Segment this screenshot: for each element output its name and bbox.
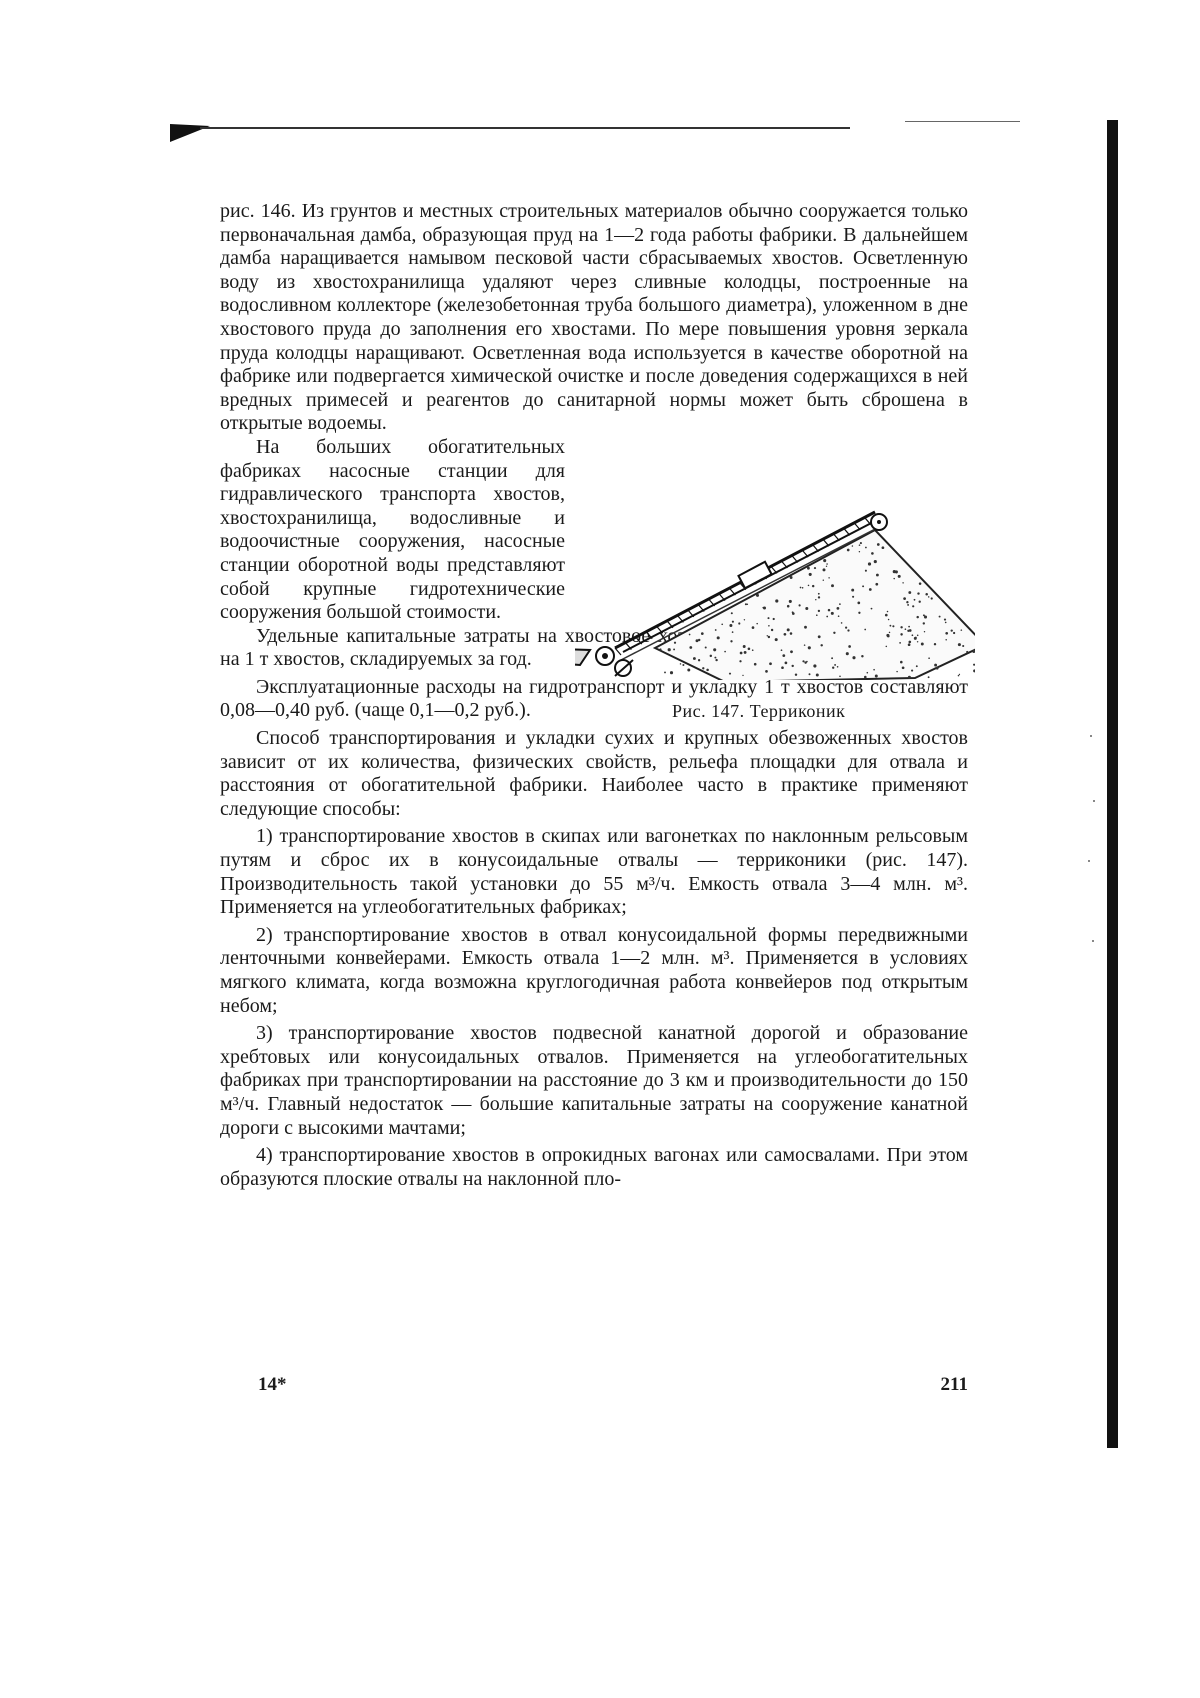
scan-speck bbox=[1093, 800, 1095, 802]
list-item-3: 3) транспортирование хвостов подвесной канатной дорогой и образование хребтовых или конусоидальных отвалов. Применяется на углеобогатительных фабриках при транспортировании на расстояние до 3 км и производительности до 150 м³/ч. Главный недостаток — большие капитальные затраты на сооружение канатной дороги с высокими мачтами; bbox=[220, 1022, 968, 1140]
paragraph-1: рис. 146. Из грунтов и местных строительных материалов обычно сооружается только первоначальная дамба, образующая пруд на 1—2 года работы фабрики. В дальнейшем дамба наращивается намывом песковой части сбрасываемых хвостов. Осветленную воду из хвостохранилища удаляют через сливные колодцы, построенные на водосливном коллекторе (железобетонная труба большого диаметра), уложенном в дне хвостового пруда до заполнения его хвостами. По мере повышения уровня зеркала пруда колодцы наращивают. Осветленная вода используется в качестве оборотной на фабрике или подвергается химической очистке и после доведения содержащихся в ней вредных примесей и реагентов до санитарной нормы может быть сброшена в открытые водоемы. bbox=[220, 200, 968, 436]
figure-147-terrikonik bbox=[575, 500, 975, 680]
scan-right-edge bbox=[1107, 120, 1118, 1448]
list-item-1: 1) транспортирование хвостов в скипах или вагонетках по наклонным рельсовым путям и сброс их в конусоидальные отвалы — терриконики (рис. 147). Производительность такой установки до 55 м³/ч. Емкость отвала 3—4 млн. м³. Применяется на углеобогатительных фабриках; bbox=[220, 825, 968, 919]
list-item-2: 2) транспортирование хвостов в отвал конусоидальной формы передвижными ленточными конвейерами. Емкость отвала 1—2 млн. м³. Применяется в условиях мягкого климата, когда возможна круглогодичная работа конвейеров под открытым небом; bbox=[220, 924, 968, 1018]
scan-top-rule bbox=[200, 127, 850, 129]
list-item-4: 4) транспортирование хвостов в опрокидных вагонах или самосвалами. При этом образуются плоские отвалы на наклонной пло- bbox=[220, 1144, 968, 1191]
page-number: 211 bbox=[941, 1374, 968, 1396]
scan-top-rule-2 bbox=[905, 121, 1020, 122]
scan-speck bbox=[1088, 860, 1090, 862]
scan-speck bbox=[1092, 940, 1094, 942]
figure-caption: Рис. 147. Терриконик bbox=[672, 701, 845, 722]
paragraph-2: На больших обогатительных фабриках насосные станции для гидравлического транспорта хвостов, хвостохранилища, водосливные и водоочистные сооружения, насосные станции оборотной воды представляют собой крупные гидротехнические сооружения большой стоимости. bbox=[220, 436, 565, 625]
body-text bbox=[220, 200, 968, 1191]
scan-edge-mark bbox=[170, 122, 210, 144]
signature-mark: 14* bbox=[258, 1374, 287, 1396]
paragraph-4: Эксплуатационные расходы на гидротранспорт и укладку 1 т хвостов составляют 0,08—0,40 руб. (чаще 0,1—0,2 руб.). bbox=[220, 676, 968, 723]
paragraph-3: Удельные капитальные затраты на хвостовое хозяйство составляют 0,5—1,5 руб. на 1 т хвостов, складируемых за год. bbox=[220, 625, 968, 672]
scan-speck bbox=[1090, 735, 1092, 737]
paragraph-5: Способ транспортирования и укладки сухих и крупных обезвоженных хвостов зависит от их количества, физических свойств, рельефа площадки для отвала и расстояния от обогатительной фабрики. Наиболее часто в практике применяют следующие способы: bbox=[220, 727, 968, 821]
terrikonik-drawing bbox=[575, 500, 975, 680]
